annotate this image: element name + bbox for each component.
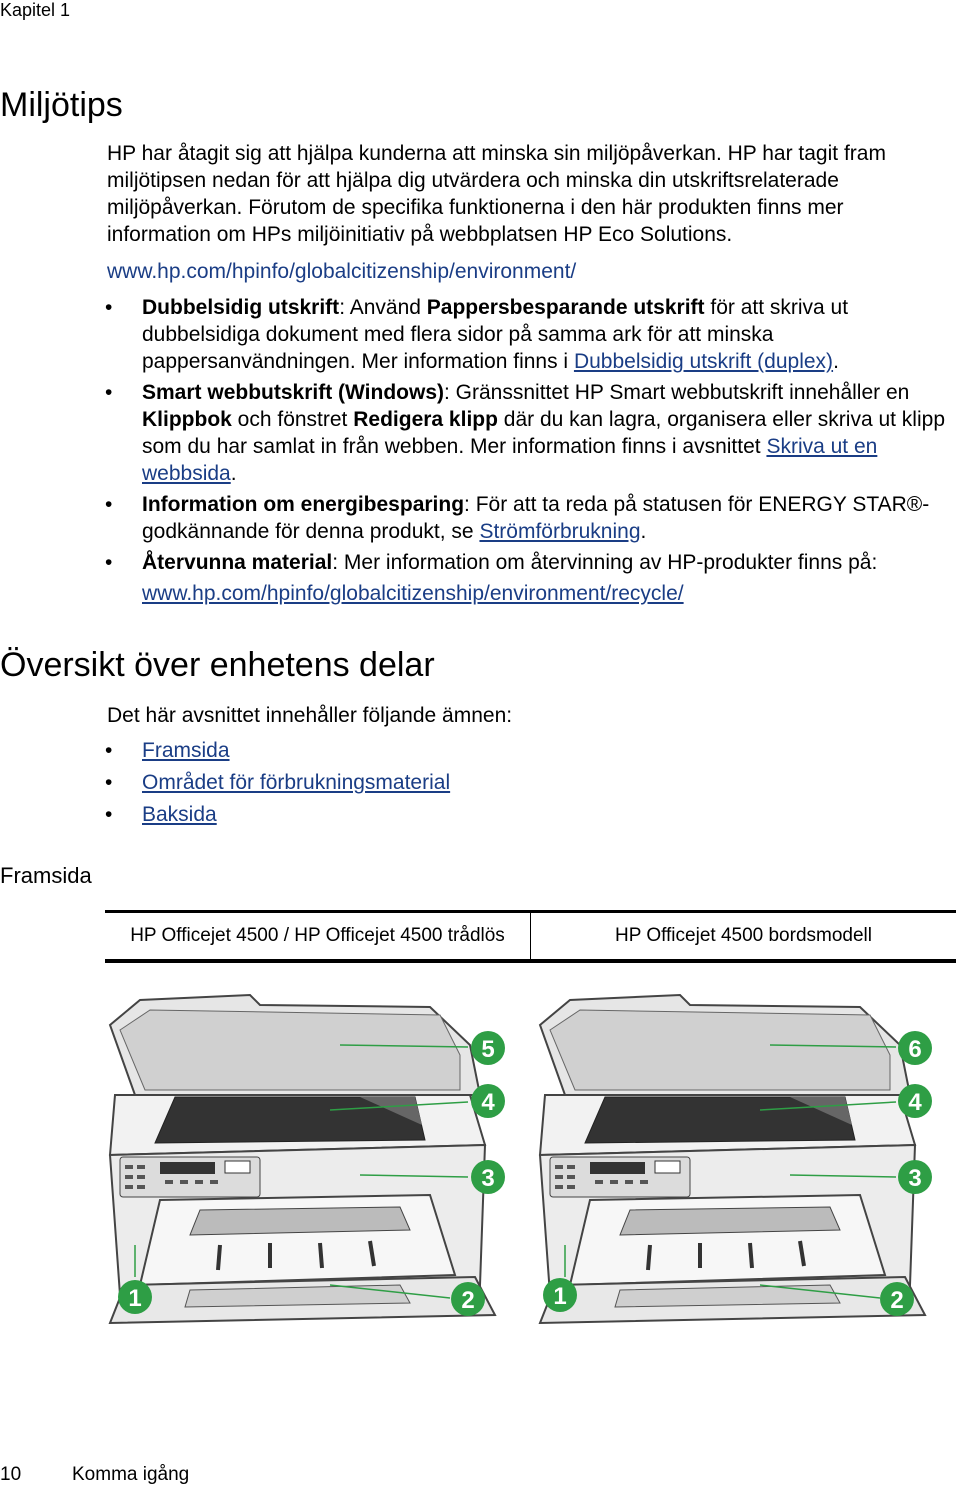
section-title-oversikt: Översikt över enhetens delar (0, 646, 435, 684)
text: : För att ta reda på statusen för ENERGY STAR®-godkännande för denna produkt, se (142, 493, 930, 543)
callout-left-4 (471, 1084, 505, 1118)
duplex-link[interactable]: Dubbelsidig utskrift (duplex) (573, 350, 834, 373)
list-item (105, 801, 955, 828)
svg-text:3: 3 (481, 1165, 495, 1192)
back-link[interactable]: Baksida (142, 803, 217, 826)
text: där du kan lagra, organisera eller skriva ut klipp som du har samlat in från webben. Mer information finns i avsnittet (142, 408, 945, 458)
term: Information om energibesparing (142, 493, 465, 516)
front-link[interactable]: Framsida (142, 739, 230, 762)
print-webpage-link[interactable]: Skriva ut en webbsida (142, 435, 878, 485)
model-table (105, 910, 956, 963)
svg-text:4: 4 (481, 1089, 495, 1116)
svg-text:2: 2 (461, 1287, 475, 1314)
callout-right-6 (898, 1031, 932, 1065)
text: : Använd (339, 296, 427, 319)
list-item (105, 294, 955, 375)
svg-text:1: 1 (128, 1285, 142, 1312)
intro-paragraph: HP har åtagit sig att hjälpa kunderna att minska sin miljöpåverkan. HP har tagit fram miljötipsen nedan för att hjälpa dig utvärdera och minska din utskriftsrelaterade miljöpåverkan. Förutom de specifika funktionerna i den här produkten finns mer information om HPs miljöinitiativ på webbplatsen HP Eco Solutions. (107, 142, 886, 246)
callout-right-3 (898, 1160, 932, 1194)
term: Smart webbutskrift (Windows) (142, 381, 444, 404)
term: Redigera klipp (353, 408, 498, 431)
svg-text:4: 4 (908, 1089, 922, 1116)
page-number: 10 (0, 1464, 22, 1485)
term: Pappersbesparande utskrift (426, 296, 705, 319)
callout-right-1 (543, 1278, 577, 1312)
text: . (230, 462, 237, 485)
eco-solutions-link[interactable]: www.hp.com/hpinfo/globalcitizenship/environment/ (107, 260, 577, 283)
callouts (100, 985, 960, 1325)
topics-list (105, 737, 955, 828)
callout-left-3 (471, 1160, 505, 1194)
list-item (105, 491, 955, 545)
text: . (833, 350, 839, 373)
list-item (105, 737, 955, 764)
text: för att skriva ut dubbelsidiga dokument med flera sidor på samma ark för att minska pappersanvändningen. Mer information finns i (142, 296, 849, 373)
table-header-left: HP Officejet 4500 / HP Officejet 4500 trådlös (105, 913, 531, 959)
callout-left-5 (471, 1031, 505, 1065)
callout-left-2 (451, 1282, 485, 1316)
term: Återvunna material (142, 551, 333, 574)
list-item (105, 549, 955, 607)
svg-text:5: 5 (481, 1036, 495, 1063)
svg-text:6: 6 (908, 1036, 922, 1063)
footer-chapter: Komma igång (72, 1464, 190, 1485)
text: . (640, 520, 647, 543)
text: och fönstret (231, 408, 354, 431)
term: Klippbok (142, 408, 232, 431)
section-title-miljotips: Miljötips (0, 86, 123, 124)
callout-right-4 (898, 1084, 932, 1118)
running-header: Kapitel 1 (0, 0, 71, 20)
section-title-framsida: Framsida (0, 863, 92, 888)
overview-intro: Det här avsnittet innehåller följande ämnen: (107, 704, 513, 727)
recycle-link[interactable]: www.hp.com/hpinfo/globalcitizenship/environment/recycle/ (142, 582, 684, 605)
callout-left-1 (118, 1280, 152, 1314)
svg-text:3: 3 (908, 1165, 922, 1192)
callout-right-2 (880, 1282, 914, 1316)
list-item (105, 769, 955, 796)
power-consumption-link[interactable]: Strömförbrukning (479, 520, 641, 543)
term: Dubbelsidig utskrift (142, 296, 340, 319)
eco-tips-list (105, 294, 955, 607)
svg-text:2: 2 (890, 1287, 904, 1314)
text: : Mer information om återvinning av HP-produkter finns på: (332, 551, 878, 574)
table-header-right: HP Officejet 4500 bordsmodell (614, 925, 872, 946)
svg-text:1: 1 (553, 1283, 567, 1310)
text: : Gränssnittet HP Smart webbutskrift innehåller en (444, 381, 910, 404)
list-item (105, 379, 955, 487)
supplies-area-link[interactable]: Området för förbrukningsmaterial (142, 771, 451, 794)
